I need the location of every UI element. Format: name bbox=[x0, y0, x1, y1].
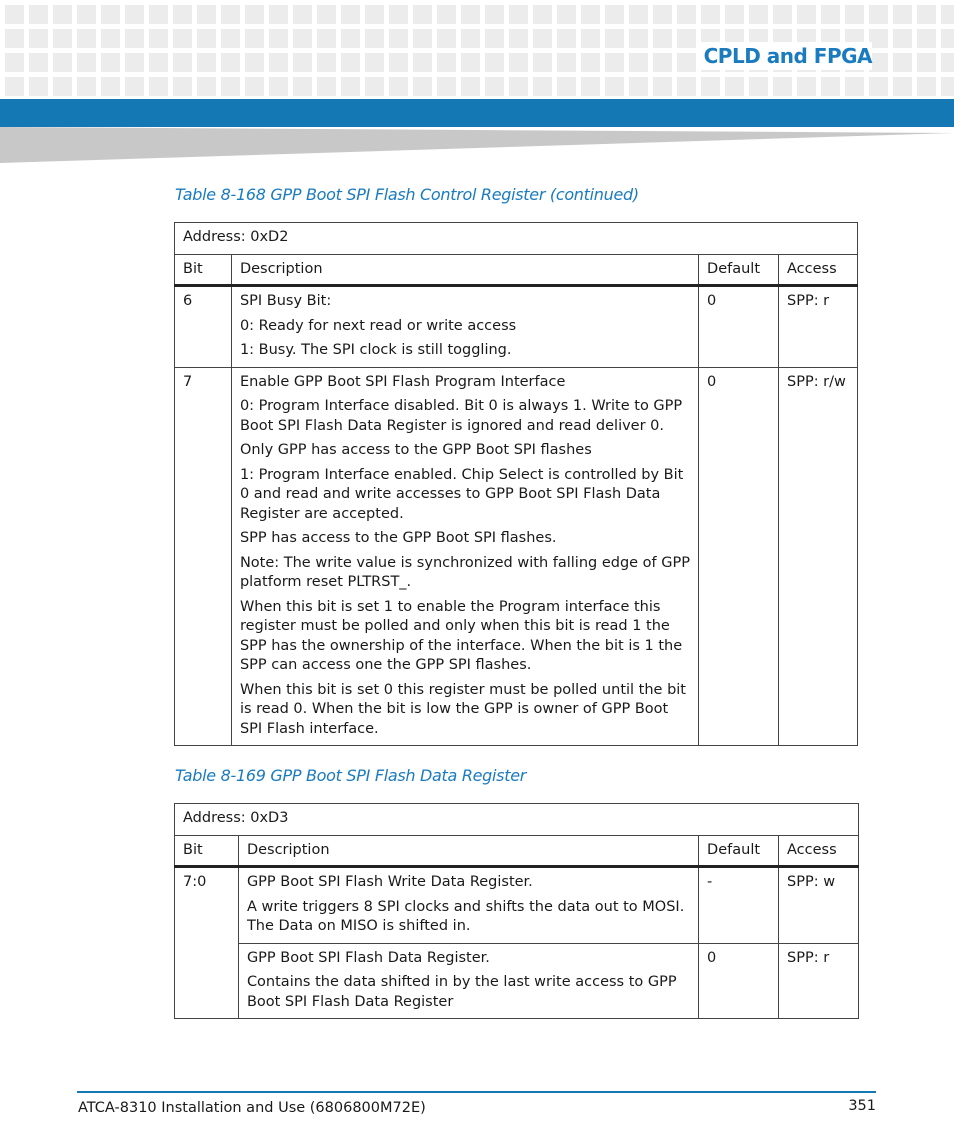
description-line: GPP Boot SPI Flash Write Data Register. bbox=[246, 874, 533, 890]
table-row bbox=[175, 943, 859, 1019]
table2-row1-default: - bbox=[699, 867, 779, 944]
table2-address: Address: 0xD3 bbox=[175, 804, 859, 836]
description-line: Contains the data shifted in by the last write access to GPP Boot SPI Flash Data Register bbox=[246, 974, 677, 1010]
table1-row2-description bbox=[231, 367, 698, 746]
table2-row1-access: SPP: w bbox=[779, 867, 859, 944]
description-line: 0: Program Interface disabled. Bit 0 is always 1. Write to GPP Boot SPI Flash Data Register is ignored and read deliver 0. bbox=[239, 398, 683, 434]
table2-header-row bbox=[175, 835, 859, 867]
table1-row2-access: SPP: r/w bbox=[779, 367, 858, 746]
table2-bit: 7:0 bbox=[175, 867, 239, 1019]
table2-col-default: Default bbox=[699, 835, 779, 867]
table2-row1-description bbox=[238, 867, 698, 944]
page-number: 351 bbox=[848, 1098, 876, 1114]
description-line: 0: Ready for next read or write access bbox=[239, 317, 517, 334]
footer-document-title: ATCA-8310 Installation and Use (6806800M72E) bbox=[78, 1100, 426, 1116]
table2-caption: Table 8-169 GPP Boot SPI Flash Data Register bbox=[175, 766, 527, 785]
header-band bbox=[0, 99, 954, 127]
table1-row2-default: 0 bbox=[699, 367, 779, 746]
table2-col-description: Description bbox=[238, 835, 698, 867]
description-line: 1: Program Interface enabled. Chip Select is controlled by Bit 0 and read and write accesses to GPP Boot SPI Flash Data Register are accepted. bbox=[239, 466, 684, 522]
table1-col-access: Access bbox=[779, 254, 858, 286]
description-line: Only GPP has access to the GPP Boot SPI flashes bbox=[239, 442, 592, 458]
table1-col-description: Description bbox=[231, 254, 698, 286]
description-line: 1: Busy. The SPI clock is still toggling. bbox=[239, 342, 512, 358]
table-row bbox=[175, 367, 858, 746]
description-line: Enable GPP Boot SPI Flash Program Interface bbox=[239, 373, 566, 390]
table2-col-bit: Bit bbox=[175, 835, 239, 867]
description-line: SPI Busy Bit: bbox=[239, 293, 332, 309]
table2-col-access: Access bbox=[779, 835, 859, 867]
table2-address-row bbox=[175, 804, 859, 836]
table2-row2-access: SPP: r bbox=[779, 943, 859, 1019]
table1 bbox=[174, 222, 858, 746]
table2-row2-default: 0 bbox=[699, 943, 779, 1019]
section-title: CPLD and FPGA bbox=[698, 42, 872, 70]
table1-row1-description bbox=[231, 286, 698, 368]
table1-address: Address: 0xD2 bbox=[175, 223, 858, 255]
table-row bbox=[175, 867, 859, 944]
table2 bbox=[174, 803, 859, 1019]
description-line: When this bit is set 0 this register must be polled until the bit is read 0. When the bit is low the GPP is owner of GPP Boot SPI Flash interface. bbox=[239, 681, 686, 737]
table1-col-bit: Bit bbox=[175, 254, 232, 286]
table1-row2-bit: 7 bbox=[175, 367, 232, 746]
footer-rule bbox=[77, 1091, 876, 1093]
table2-row2-description bbox=[238, 943, 698, 1019]
table1-row1-bit: 6 bbox=[175, 286, 232, 368]
table1-row1-default: 0 bbox=[699, 286, 779, 368]
table1-address-row bbox=[175, 223, 858, 255]
description-line: When this bit is set 1 to enable the Program interface this register must be polled and only when this bit is read 1 the SPP has the ownership of the interface. When the bit is 1 the SPP can access one the GPP SPI flashes. bbox=[239, 598, 683, 673]
table1-col-default: Default bbox=[699, 254, 779, 286]
description-line: SPP has access to the GPP Boot SPI flashes. bbox=[239, 530, 557, 546]
table1-caption: Table 8-168 GPP Boot SPI Flash Control Register (continued) bbox=[175, 185, 639, 204]
description-line: A write triggers 8 SPI clocks and shifts the data out to MOSI. The Data on MISO is shifted in. bbox=[246, 898, 685, 934]
table-row bbox=[175, 286, 858, 368]
description-line: GPP Boot SPI Flash Data Register. bbox=[246, 949, 490, 966]
table1-row1-access: SPP: r bbox=[779, 286, 858, 368]
description-line: Note: The write value is synchronized with falling edge of GPP platform reset PLTRST_. bbox=[239, 554, 690, 590]
table1-header-row bbox=[175, 254, 858, 286]
header-wedge bbox=[0, 127, 954, 163]
